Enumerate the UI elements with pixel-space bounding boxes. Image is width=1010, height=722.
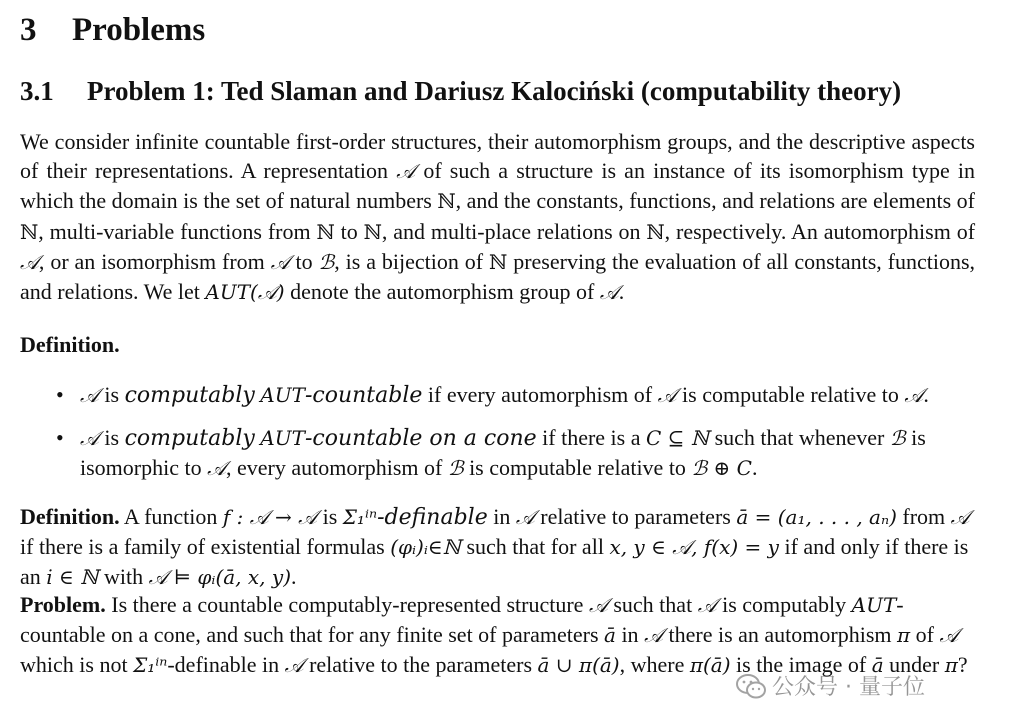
problem-text: there is an automorphism (668, 622, 892, 648)
problem-text: under (889, 652, 940, 678)
bullet-text: is computable relative to (682, 382, 899, 407)
math-b-oplus-c: ℬ ⊕ C (691, 456, 752, 481)
math-A: 𝒜 (644, 623, 663, 648)
section-heading (20, 12, 205, 49)
problem-text: is the image of (736, 652, 867, 678)
math-abar: ā (871, 653, 884, 678)
def-text: . (291, 564, 297, 590)
def-text: in (493, 504, 511, 529)
problem-text: -definable in (167, 652, 280, 678)
def-text: is (322, 504, 338, 529)
math-aut-a: AUT(𝒜) (205, 280, 285, 305)
bullet-icon: • (56, 425, 64, 451)
def-text: A function (123, 504, 218, 529)
term-countable: -countable (304, 383, 423, 408)
math-c-subset-n: C ⊆ ℕ (646, 426, 710, 451)
math-A: 𝒜 (80, 426, 99, 451)
problem-text: relative to the parameters (309, 652, 533, 678)
math-phi-family: (φᵢ)ᵢ∈ℕ (390, 535, 461, 560)
math-abar-union: ā ∪ π(ā) (537, 653, 620, 678)
problem-text: is computably (722, 592, 847, 617)
math-A: 𝒜 (904, 383, 924, 407)
problem-text: -countable on a cone, and such that for any finite set of parameters (20, 592, 904, 648)
math-aut: AUT (260, 426, 305, 451)
bullet-text: if every automorphism of (427, 382, 653, 407)
problem-text: of (915, 622, 934, 648)
math-A: 𝒜 (284, 653, 304, 678)
intro-text: , multi-variable functions from (38, 218, 311, 244)
bullet-text: is (104, 382, 120, 407)
intro-text: preserving the evaluation of all constants, functions, and relations. (20, 248, 976, 305)
math-A: 𝒜 (207, 456, 227, 481)
definition-list (56, 380, 976, 484)
problem-text: Is there a countable computably-represented structure (111, 592, 584, 617)
problem-text: such that (613, 592, 693, 617)
math-A: 𝒜 (939, 623, 959, 648)
definition-bullet-1 (56, 380, 976, 410)
def-text: if there is a family of existential formulas (20, 534, 385, 560)
problem-paragraph (20, 590, 975, 681)
def-text: if and only if there is an (20, 534, 969, 590)
math-B: ℬ (889, 426, 906, 451)
math-A: 𝒜 (80, 383, 99, 407)
problem-label: Problem. (20, 592, 106, 617)
definition-label: Definition. (20, 504, 120, 529)
math-pi: π (897, 623, 911, 648)
math-A: 𝒜 (657, 383, 677, 407)
bullet-text: is (104, 425, 120, 451)
bullet-text: . (923, 382, 929, 407)
math-A: 𝒜 (697, 593, 717, 617)
math-A: 𝒜 (270, 249, 290, 274)
intro-text: We let (143, 279, 200, 305)
math-N: ℕ (489, 249, 508, 274)
math-A: 𝒜 (599, 280, 619, 305)
math-N: ℕ (363, 219, 382, 244)
math-f-map: f : 𝒜 → 𝒜 (222, 505, 318, 529)
term-computably: computably (124, 426, 255, 452)
math-aut: AUT (260, 383, 305, 407)
math-pi: π (944, 653, 958, 678)
intro-text: , and the constants, functions, and relations are elements of (455, 188, 976, 214)
math-xy-in-a: x, y ∈ 𝒜, f(x) = y (609, 535, 779, 560)
math-B: ℬ (447, 456, 464, 481)
subsection-title: Problem 1: Ted Slaman and Dariusz Kalociński (computability theory) (87, 76, 902, 106)
def-text: relative to parameters (540, 504, 731, 529)
problem-text: which is not (20, 652, 128, 678)
bullet-text: is computable relative to (469, 455, 686, 481)
definition-2-paragraph (20, 502, 975, 593)
def-text: with (103, 564, 144, 590)
math-A: 𝒜 (588, 593, 608, 617)
intro-text: . (618, 279, 625, 305)
math-A: 𝒜 (950, 505, 970, 529)
watermark (736, 670, 925, 701)
bullet-text: , every automorphism of (226, 455, 443, 481)
bullet-text: if there is a (542, 425, 641, 451)
bullet-text: . (751, 455, 758, 481)
def-text: from (902, 504, 946, 529)
intro-text: , is a bijection of (334, 248, 484, 274)
intro-text: , and multi-place relations on (381, 218, 641, 244)
math-A: 𝒜 (396, 159, 416, 184)
math-N: ℕ (646, 219, 665, 244)
bullet-text: such that whenever (714, 425, 885, 451)
definition-label: Definition. (20, 332, 120, 357)
math-B: ℬ (318, 249, 335, 274)
intro-text: denote the automorphism group of (290, 279, 595, 305)
wechat-icon (736, 674, 766, 700)
term-countable-on-cone: -countable on a cone (304, 426, 537, 452)
math-N: ℕ (437, 189, 456, 214)
subsection-heading (20, 76, 901, 107)
problem-text: in (621, 622, 639, 648)
term-computably: computably (124, 383, 255, 408)
math-N: ℕ (316, 219, 335, 244)
definition-bullet-2 (56, 423, 976, 483)
math-abar-def: ā = (a₁, . . . , aₙ) (736, 505, 897, 529)
math-pi-abar: π(ā) (689, 653, 731, 678)
section-number: 3 (20, 12, 37, 48)
math-sigma: Σ₁ⁱⁿ (133, 653, 168, 678)
intro-text: An automorphism of (791, 218, 976, 244)
math-sigma: Σ₁ⁱⁿ (342, 505, 378, 529)
math-N: ℕ (20, 219, 39, 244)
intro-text: to (295, 248, 313, 274)
intro-text: , respectively. (664, 218, 787, 244)
math-aut: AUT (851, 593, 897, 617)
def-text: such that for all (466, 534, 604, 560)
math-A: 𝒜 (20, 249, 39, 274)
intro-text: to (340, 218, 358, 244)
intro-sentence-1: We consider infinite countable first-order structures, their automorphism groups, and the descriptive aspects of their representations. (20, 129, 975, 184)
subsection-number: 3.1 (20, 76, 54, 106)
problem-text: ? (957, 652, 968, 678)
intro-paragraph (20, 127, 975, 307)
term-definable: -definable (377, 505, 488, 530)
section-title: Problems (72, 12, 206, 48)
problem-text: , where (619, 652, 685, 678)
intro-text: , or an isomorphism from (38, 248, 265, 274)
watermark-text: 公众号 · 量子位 (772, 675, 925, 700)
math-models: 𝒜 ⊨ φᵢ(ā, x, y) (148, 565, 291, 590)
math-abar: ā (604, 623, 616, 648)
bullet-icon: • (56, 382, 64, 407)
intro-text: of such a structure is an instance of its isomorphism type in which the domain is the set of natural numbers (20, 158, 976, 214)
math-A: 𝒜 (515, 505, 535, 529)
math-i-in-n: i ∈ ℕ (46, 565, 99, 590)
bullet-text: is isomorphic to (80, 425, 926, 481)
intro-text: A representation (240, 158, 389, 184)
